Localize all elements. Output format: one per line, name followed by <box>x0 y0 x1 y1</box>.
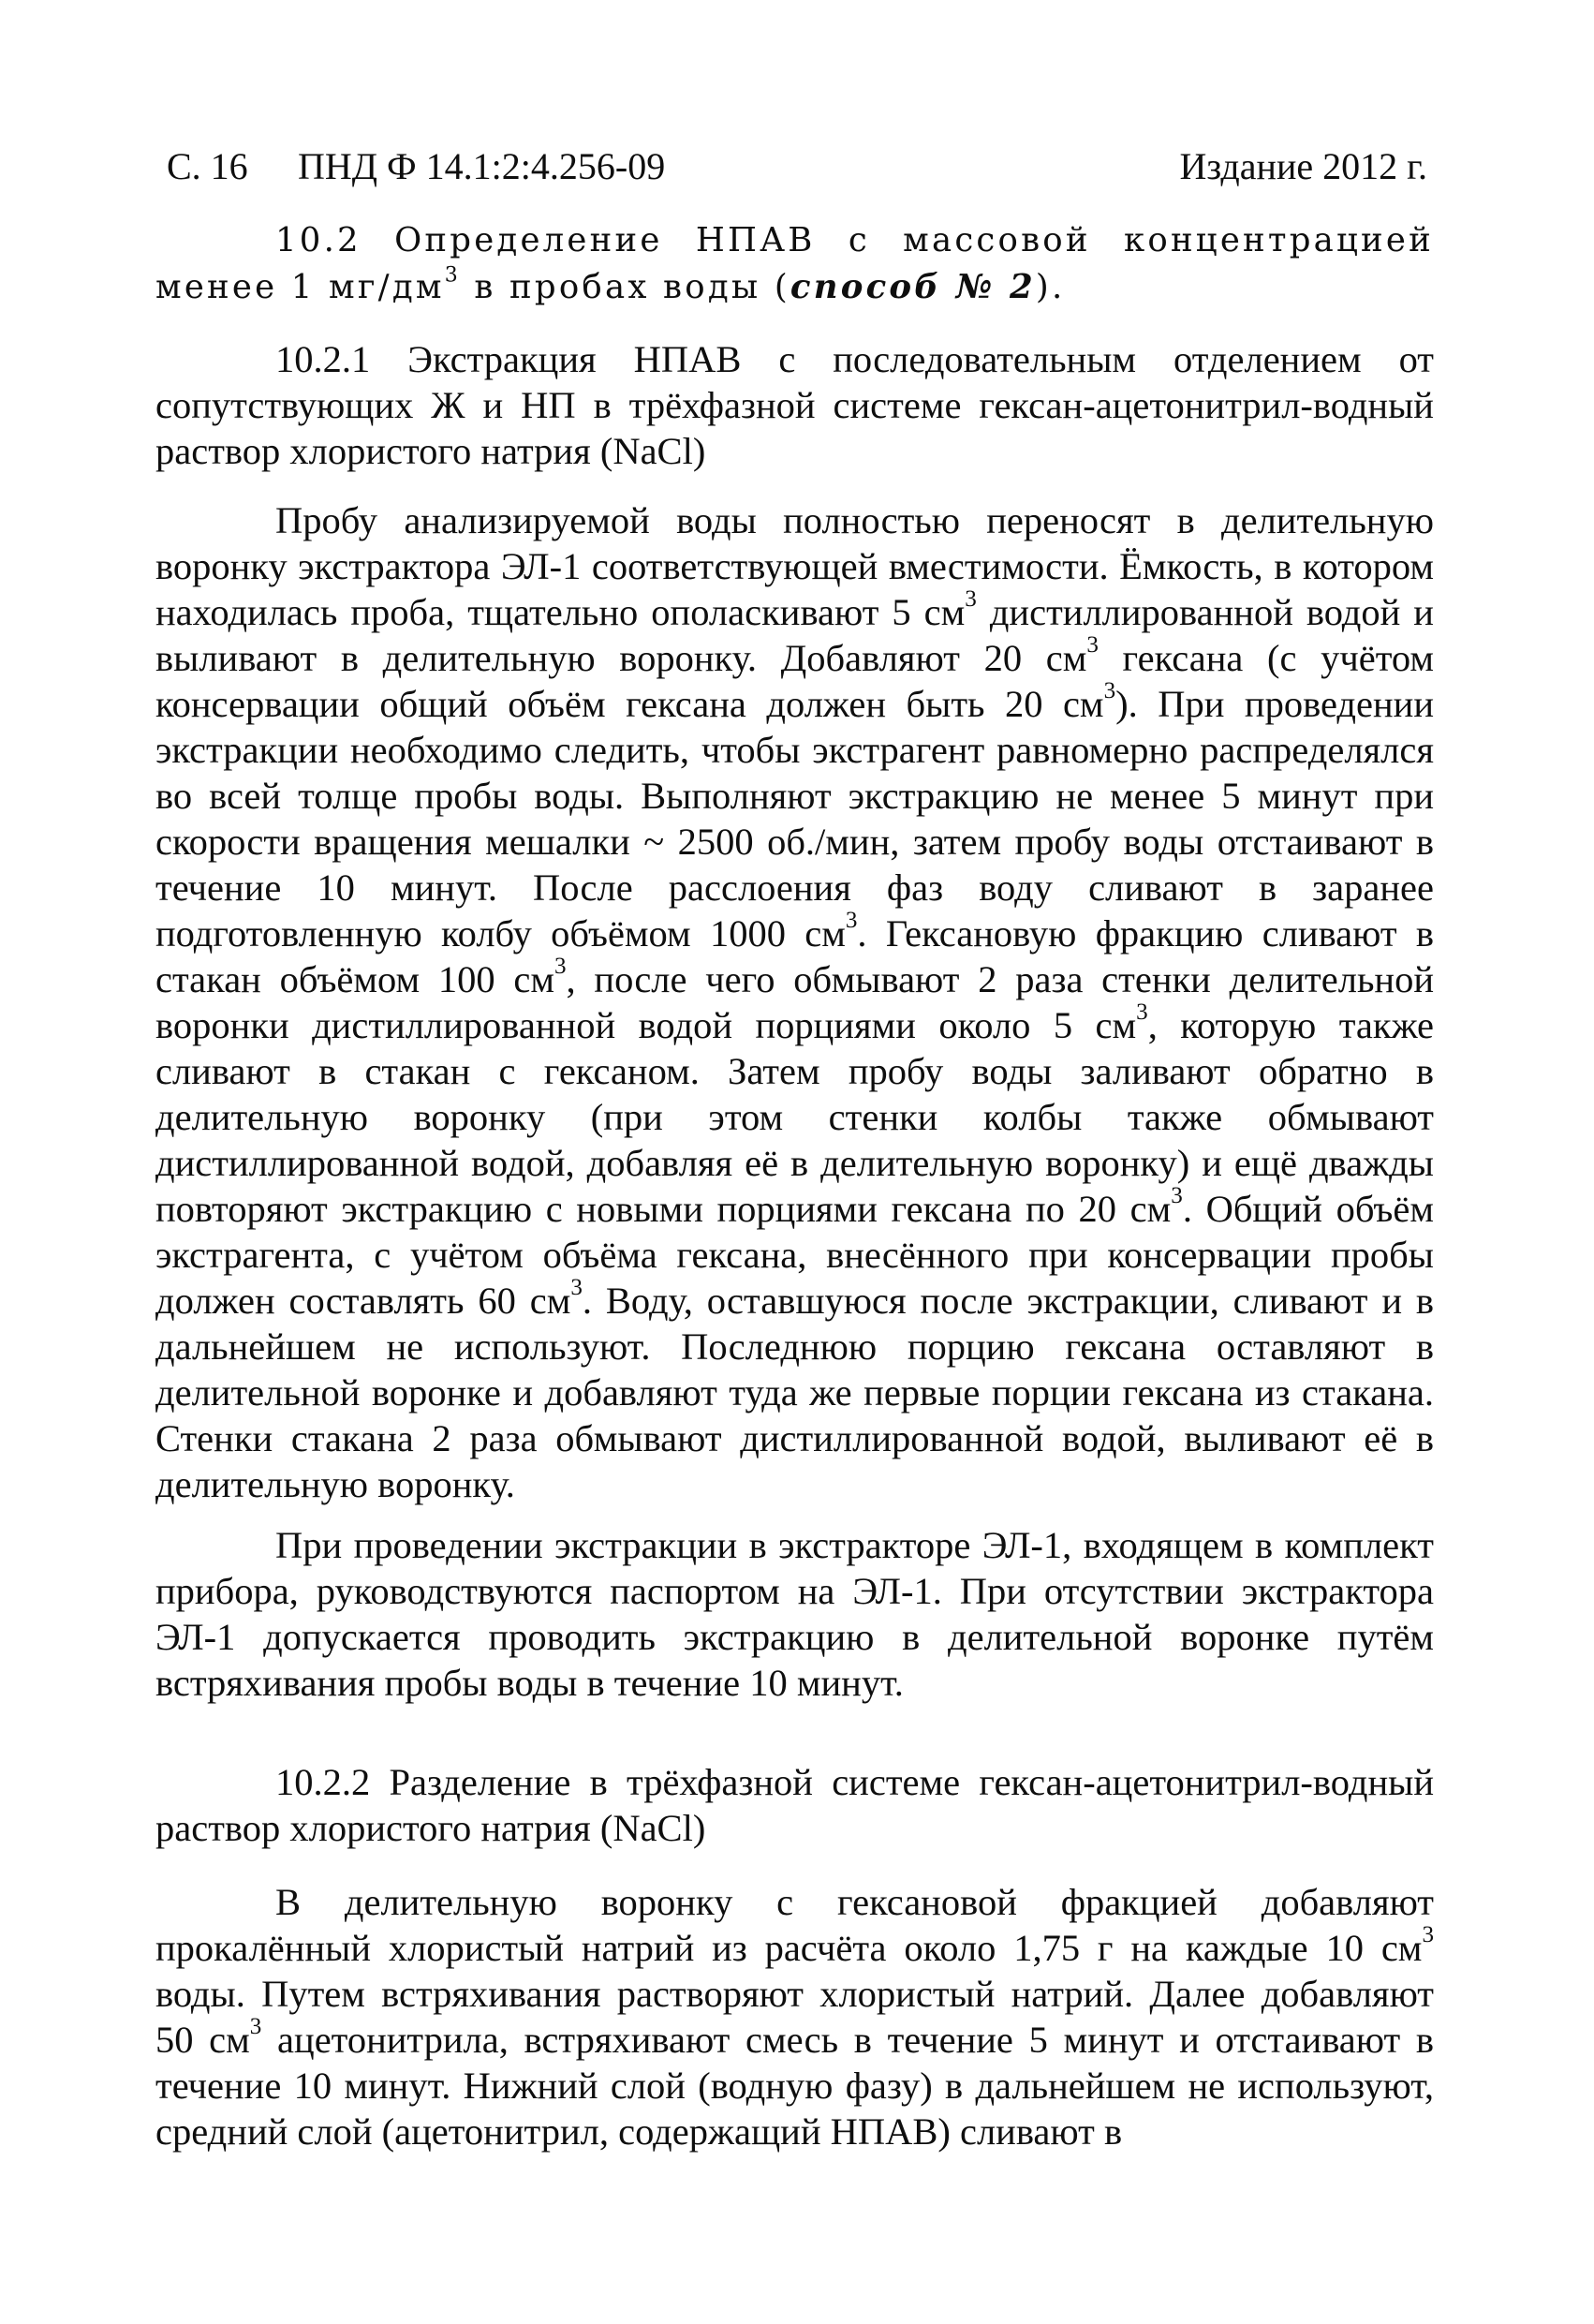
paragraph-separation: В делительную воронку с гексановой фракцией добавляют прокалённый хлористый натрий из расчёта около 1,75 г на каждые 10 $см^3$ воды. Путем встряхивания растворяют хлористый натрий. Далее добавляют 50 $см^3$ ацетонитрила, встряхивают смесь в течение 5 минут и отстаивают в течение 10 минут. Нижний слой (водную фазу) в дальнейшем не используют, средний слой (ацетонитрил, содержащий НПАВ) сливают в <box>155 1881 1435 2153</box>
document-code: ПНД Ф 14.1:2:4.256-09 <box>298 145 666 187</box>
section-10-2-1-heading: 10.2.1 Экстракция НПАВ с последовательным отделением от сопутствующих Ж и НП в трёхфазной системе гексан-ацетонитрил-водный раствор хлористого натрия (NaCl) <box>155 338 1434 472</box>
edition-label: Издание 2012 г. <box>1179 145 1427 187</box>
paragraph-extractor-el1: При проведении экстракции в экстракторе ЭЛ-1, входящем в комплект прибора, руководствуются паспортом на ЭЛ-1. При отсутствии экстрактора ЭЛ-1 допускается проводить экстракцию в делительной воронке путём встряхивания пробы воды в течение 10 минут. <box>155 1524 1434 1704</box>
page-number: С. 16 <box>167 145 248 187</box>
section-10-2-2-heading: 10.2.2 Разделение в трёхфазной системе гексан-ацетонитрил-водный раствор хлористого натрия (NaCl) <box>155 1761 1434 1849</box>
page-header <box>167 142 1427 191</box>
paragraph-extraction: Пробу анализируемой воды полностью переносят в делительную воронку экстрактора ЭЛ-1 соответствующей вместимости. Ёмкость, в котором находилась проба, тщательно ополаскивают 5 $см^3$ дистиллированной водой и выливают в делительную воронку. Добавляют 20 $см^3$ гексана (с учётом консервации общий объём гексана должен быть 20 $см^3$). При проведении экстракции необходимо следить, чтобы экстрагент равномерно распределялся во всей толще пробы воды. Выполняют экстракцию не менее 5 минут при скорости вращения мешалки ~ 2500 об./мин, затем пробу воды отстаивают в течение 10 минут. После расслоения фаз воду сливают в заранее подготовленную колбу объёмом 1000 $см^3$. Гексановую фракцию сливают в стакан объёмом 100 $см^3$, после чего обмывают 2 раза стенки делительной воронки дистиллированной водой порциями около 5 $см^3$, которую также сливают в стакан с гексаном. Затем пробу воды заливают обратно в делительную воронку (при этом стенки колбы также обмывают дистиллированной водой, добавляя её в делительную воронку) и ещё дважды повторяют экстракцию с новыми порциями гексана по 20 $см^3$. Общий объём экстрагента, с учётом объёма гексана, внесённого при консервации пробы должен составлять 60 $см^3$. Воду, оставшуюся после экстракции, сливают и в дальнейшем не используют. Последнюю порцию гексана оставляют в делительной воронке и добавляют туда же первые порции гексана из стакана. Стенки стакана 2 раза обмывают дистиллированной водой, выливают её в делительную воронку. <box>155 499 1435 1505</box>
section-10-2-heading: 10.2 Определение НПАВ с массовой концентрацией менее 1 $мг/дм^3$ в пробах воды (способ № 2). <box>155 221 1434 306</box>
